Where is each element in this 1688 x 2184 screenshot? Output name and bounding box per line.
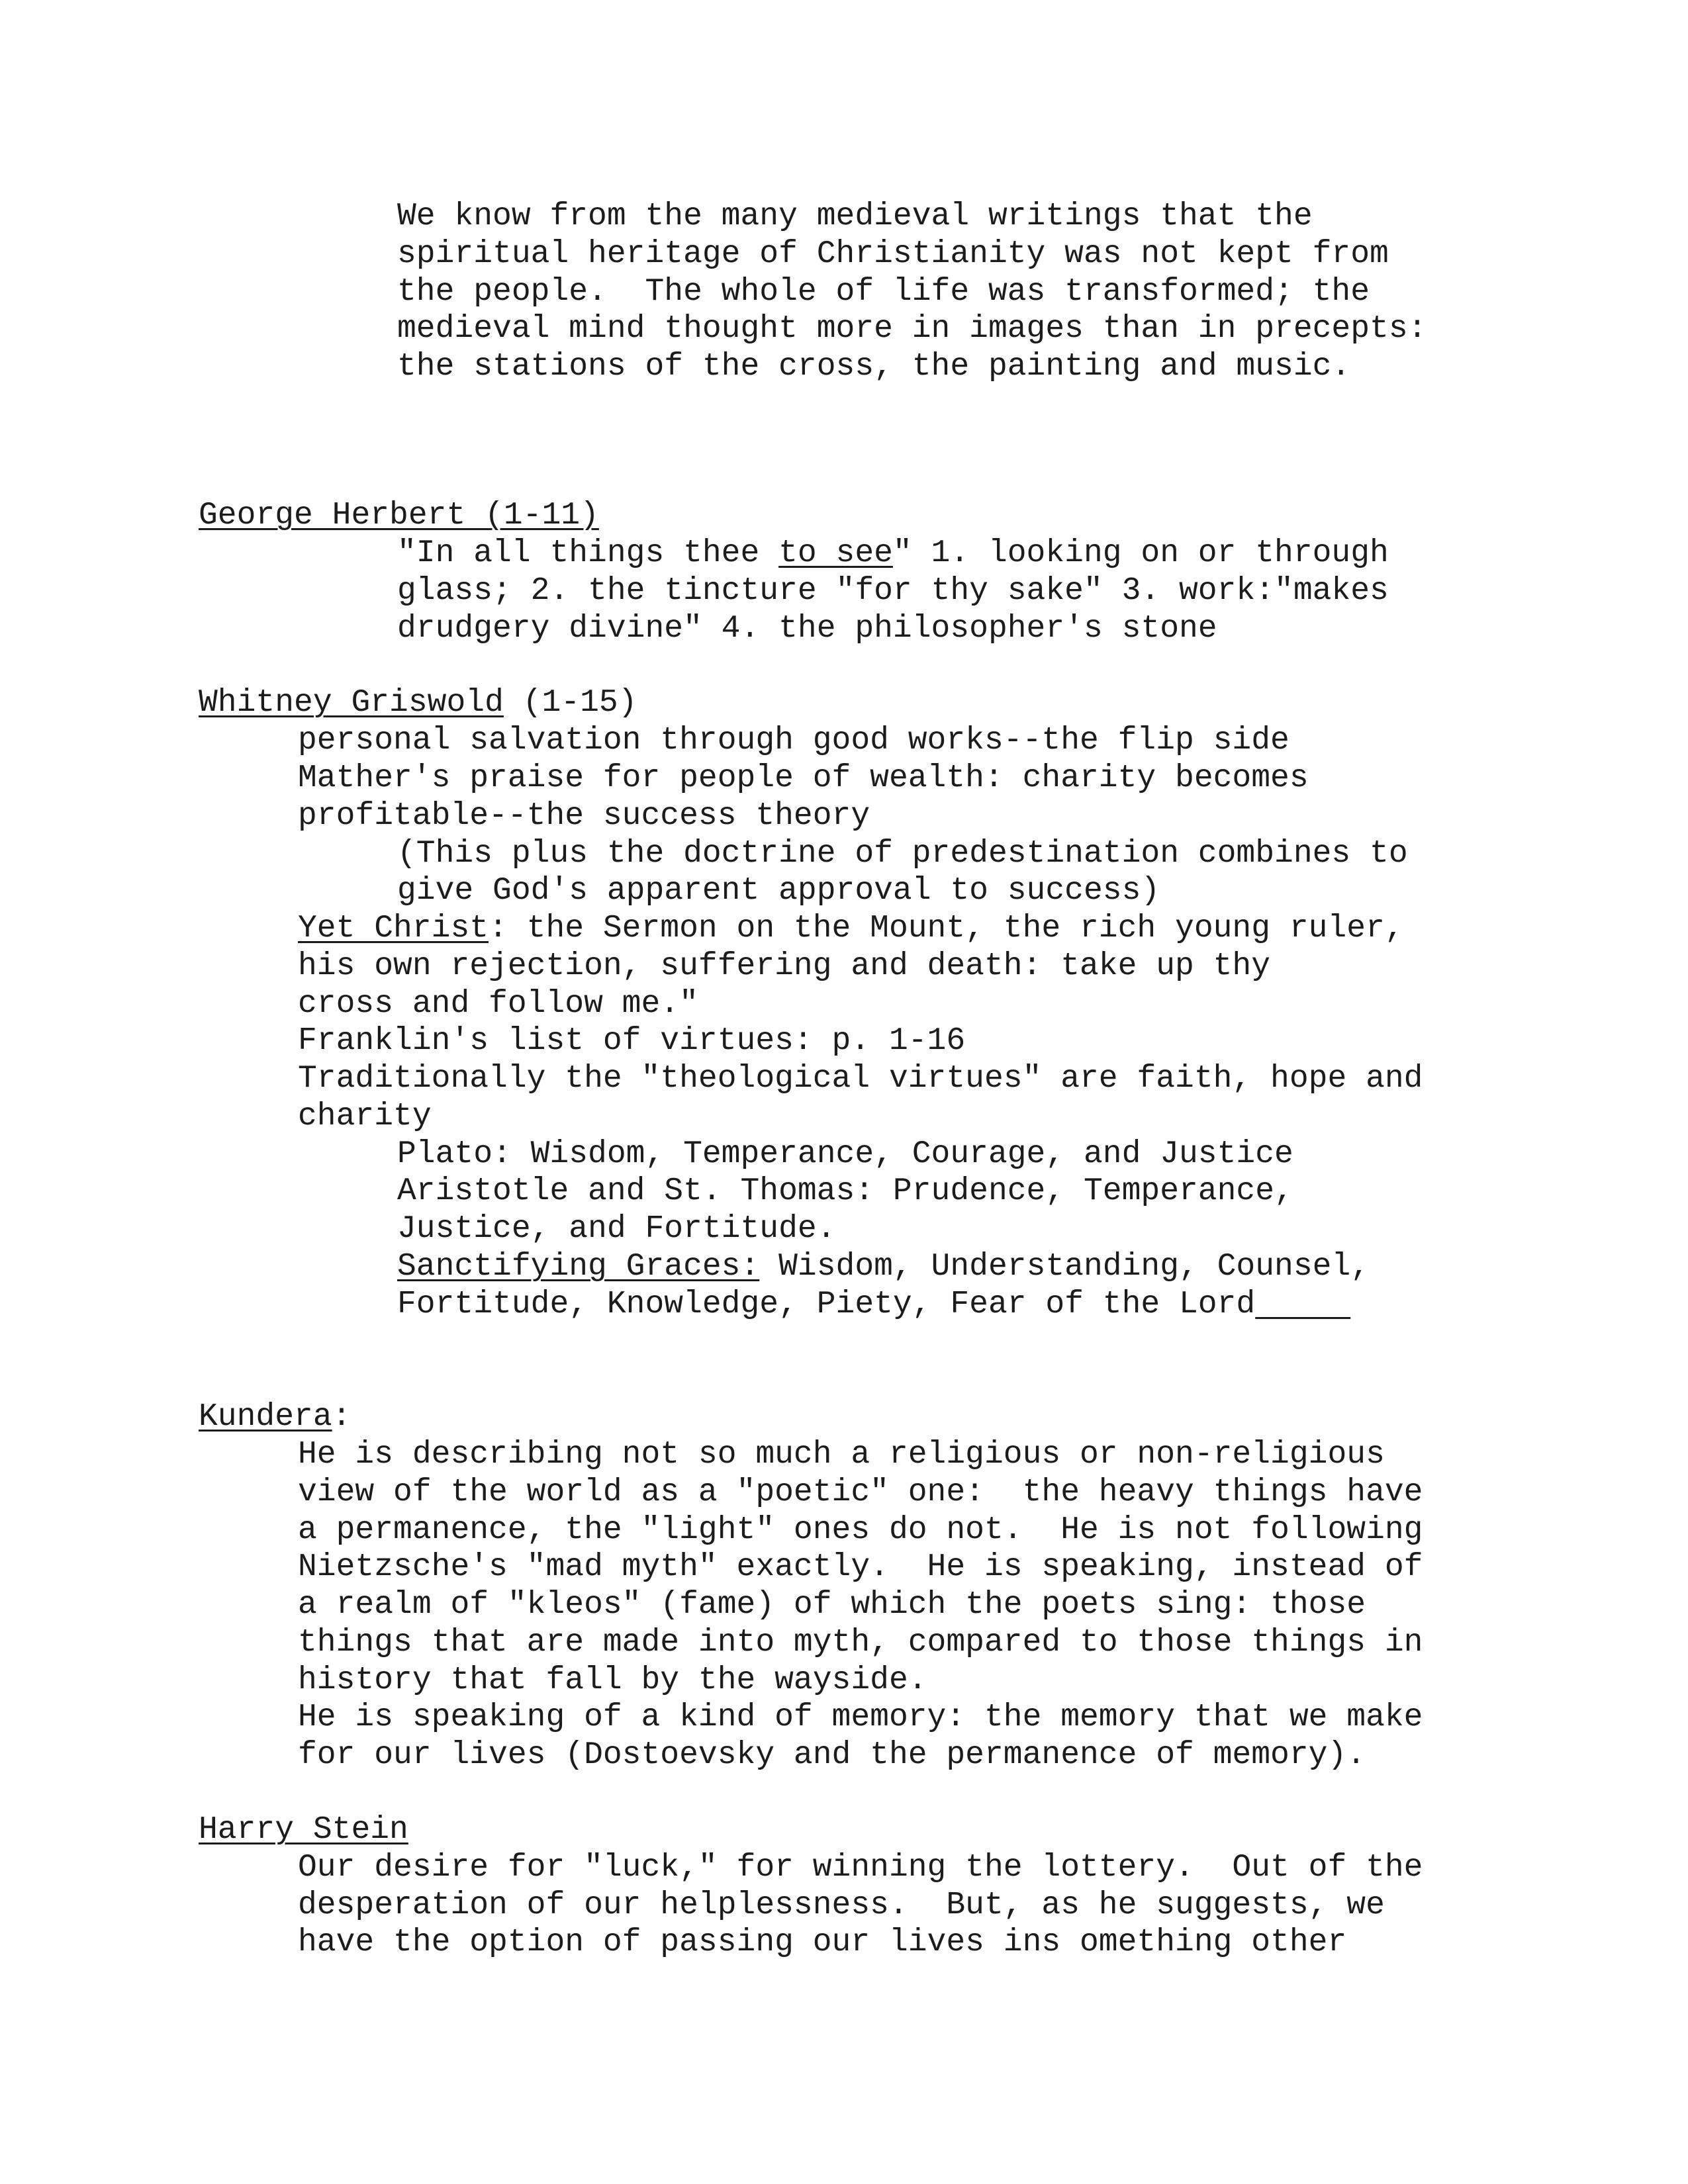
- griswold-christ-3: cross and follow me.": [298, 986, 698, 1022]
- griswold-line-3: profitable--the success theory: [298, 798, 870, 834]
- intro-line-1: We know from the many medieval writings that the: [397, 199, 1313, 234]
- griswold-franklin: Franklin's list of virtues: p. 1-16: [298, 1023, 966, 1059]
- herbert-line-1-b: " 1. looking on or through: [892, 535, 1389, 571]
- stein-line-2: desperation of our helplessness. But, as he suggests, we: [298, 1888, 1385, 1923]
- griswold-name: Whitney Griswold: [199, 685, 504, 721]
- sanctifying-graces-rest: Wisdom, Understanding, Counsel,: [759, 1249, 1370, 1285]
- kundera-line-6: things that are made into myth, compared to those things in: [298, 1625, 1423, 1661]
- kundera-line-5: a realm of "kleos" (fame) of which the poets sing: those: [298, 1587, 1366, 1623]
- graces-list: Fortitude, Knowledge, Piety, Fear of the Lord: [397, 1287, 1256, 1322]
- kundera-name: Kundera: [199, 1399, 332, 1435]
- stein-line-1: Our desire for "luck," for winning the lottery. Out of the: [298, 1850, 1423, 1886]
- kundera-line-1: He is describing not so much a religious or non-religious: [298, 1437, 1385, 1473]
- griswold-theological: Traditionally the "theological virtues" are faith, hope and: [298, 1061, 1423, 1097]
- griswold-charity: charity: [298, 1099, 432, 1134]
- heading-whitney-griswold: [199, 684, 637, 721]
- herbert-to-see: to see: [778, 535, 893, 571]
- heading-harry-stein: Harry Stein: [199, 1812, 408, 1848]
- griswold-line-1: personal salvation through good works--the flip side: [298, 723, 1289, 758]
- griswold-christ-2: his own rejection, suffering and death: take up thy: [298, 948, 1271, 984]
- sanctifying-graces-label: Sanctifying Graces:: [397, 1249, 760, 1285]
- virtues-justice: Justice, and Fortitude.: [397, 1211, 836, 1247]
- virtues-aristotle: Aristotle and St. Thomas: Prudence, Temperance,: [397, 1173, 1293, 1209]
- griswold-line-2: Mather's praise for people of wealth: charity becomes: [298, 760, 1309, 796]
- kundera-line-4: Nietzsche's "mad myth" exactly. He is speaking, instead of: [298, 1549, 1423, 1585]
- kundera-line-7: history that fall by the wayside.: [298, 1662, 927, 1698]
- intro-line-5: the stations of the cross, the painting and music.: [397, 349, 1351, 385]
- griswold-paren-1: (This plus the doctrine of predestination combines to: [397, 836, 1408, 872]
- intro-line-4: medieval mind thought more in images than in precepts:: [397, 311, 1427, 347]
- griswold-page-range: (1-15): [503, 685, 637, 721]
- virtues-plato: Plato: Wisdom, Temperance, Courage, and Justice: [397, 1136, 1293, 1172]
- intro-line-2: spiritual heritage of Christianity was not kept from: [397, 236, 1389, 272]
- yet-christ: Yet Christ: [298, 911, 489, 946]
- stein-line-3: have the option of passing our lives ins omething other: [298, 1925, 1347, 1960]
- kundera-line-2: view of the world as a "poetic" one: the heavy things have: [298, 1475, 1423, 1510]
- griswold-paren-2: give God's apparent approval to success): [397, 873, 1160, 909]
- intro-line-3: the people. The whole of life was transformed; the: [397, 274, 1370, 310]
- sanctifying-graces-line-2: [397, 1286, 1350, 1323]
- blank-underline: [1255, 1287, 1350, 1322]
- herbert-line-1-a: "In all things thee: [397, 535, 779, 571]
- kundera-line-8: He is speaking of a kind of memory: the memory that we make: [298, 1700, 1423, 1735]
- kundera-line-9: for our lives (Dostoevsky and the permanence of memory).: [298, 1737, 1366, 1773]
- kundera-colon: :: [332, 1399, 352, 1435]
- heading-kundera: [199, 1398, 351, 1435]
- christ-rest: : the Sermon on the Mount, the rich young ruler,: [489, 911, 1404, 946]
- herbert-line-3: drudgery divine" 4. the philosopher's stone: [397, 611, 1217, 647]
- herbert-line-2: glass; 2. the tincture "for thy sake" 3. work:"makes: [397, 573, 1389, 609]
- herbert-line-1: [397, 535, 1389, 572]
- sanctifying-graces-line: [397, 1248, 1370, 1285]
- griswold-christ-line: [298, 910, 1404, 947]
- heading-george-herbert: George Herbert (1-11): [199, 498, 599, 533]
- kundera-line-3: a permanence, the "light" ones do not. He is not following: [298, 1512, 1423, 1548]
